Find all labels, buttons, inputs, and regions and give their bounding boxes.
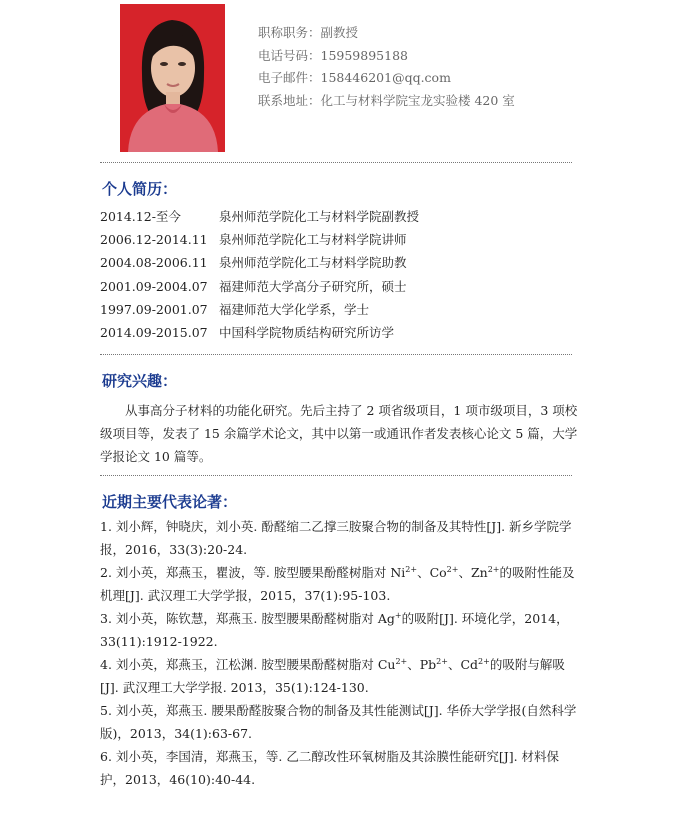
phone-line: 电话号码：15959895188 (258, 47, 408, 63)
resume-period: 2014.12-至今 (100, 209, 181, 224)
resume-period: 2006.12-2014.11 (100, 232, 208, 248)
resume-list (100, 205, 419, 344)
resume-row (100, 275, 419, 298)
resume-desc: 泉州师范学院化工与材料学院副教授 (219, 209, 420, 224)
resume-desc: 福建师范大学高分子研究所，硕士 (219, 278, 407, 294)
title-line: 职称职务：副教授 (258, 25, 359, 40)
resume-heading: 个人简历： (102, 180, 178, 198)
resume-row (100, 251, 419, 274)
interest-text: 从事高分子材料的功能化研究。先后主持了 2 项省级项目，1 项市级项目，3 项校级项目等，发表了 15 余篇学术论文，其中以第一或通讯作者发表核心论文 5 篇，大学学报论文 10 篇等。 (100, 403, 578, 464)
publication-item: 4. 刘小英，郑燕玉，江松渊. 胺型腰果酚醛树脂对 $Cu^{2+}$、$Pb^{2+}$、$Cd^{2+}$的吸附与解吸[J]. 武汉理工大学学报. 2013，35(1):124-130. (100, 656, 565, 695)
resume-desc: 中国科学院物质结构研究所访学 (219, 324, 395, 340)
email-line: 电子邮件：158446201@qq.com (258, 70, 451, 85)
resume-desc: 福建师范大学化学系，学士 (219, 301, 370, 317)
publication-item: 2. 刘小英，郑燕玉，瞿波，等. 胺型腰果酚醛树脂对 $Ni^{2+}$、$Co^{2+}$、$Zn^{2+}$的吸附性能及机理[J]. 武汉理工大学学报，2015，37(1):95-103. (100, 564, 575, 603)
publications-heading: 近期主要代表论著： (102, 493, 238, 511)
publication-item: 1. 刘小辉，钟晓庆，刘小英. 酚醛缩二乙撑三胺聚合物的制备及其特性[J]. 新乡学院学报，2016，33(3):20-24. (100, 519, 572, 557)
publication-item: 3. 刘小英，陈钦慧，郑燕玉. 胺型腰果酚醛树脂对 Ag+的吸附[J]. 环境化学，2014，33(11):1912-1922. (100, 610, 569, 649)
resume-period: 2014.09-2015.07 (100, 324, 208, 340)
resume-row (100, 321, 419, 344)
resume-row (100, 298, 419, 321)
divider (100, 162, 572, 163)
resume-row (100, 205, 419, 228)
publication-item: 6. 刘小英，李国清，郑燕玉，等. 乙二醇改性环氧树脂及其涂膜性能研究[J]. 材料保护，2013，46(10):40-44. (100, 749, 560, 787)
publication-item: 5. 刘小英，郑燕玉. 腰果酚醛胺聚合物的制备及其性能测试[J]. 华侨大学学报(自然科学版)，2013，34(1):63-67. (100, 703, 577, 741)
divider (100, 354, 572, 355)
resume-period: 1997.09-2001.07 (100, 301, 208, 317)
address-line: 联系地址：化工与材料学院宝龙实验楼 420 室 (258, 92, 515, 108)
portrait-photo (120, 4, 225, 152)
publication-list (100, 515, 582, 791)
interest-heading: 研究兴趣： (102, 372, 178, 390)
resume-period: 2001.09-2004.07 (100, 278, 208, 294)
resume-desc: 泉州师范学院化工与材料学院讲师 (219, 232, 407, 248)
resume-desc: 泉州师范学院化工与材料学院助教 (219, 255, 407, 271)
divider (100, 475, 572, 476)
contact-info (258, 22, 515, 112)
resume-period: 2004.08-2006.11 (100, 255, 208, 271)
resume-row (100, 228, 419, 251)
